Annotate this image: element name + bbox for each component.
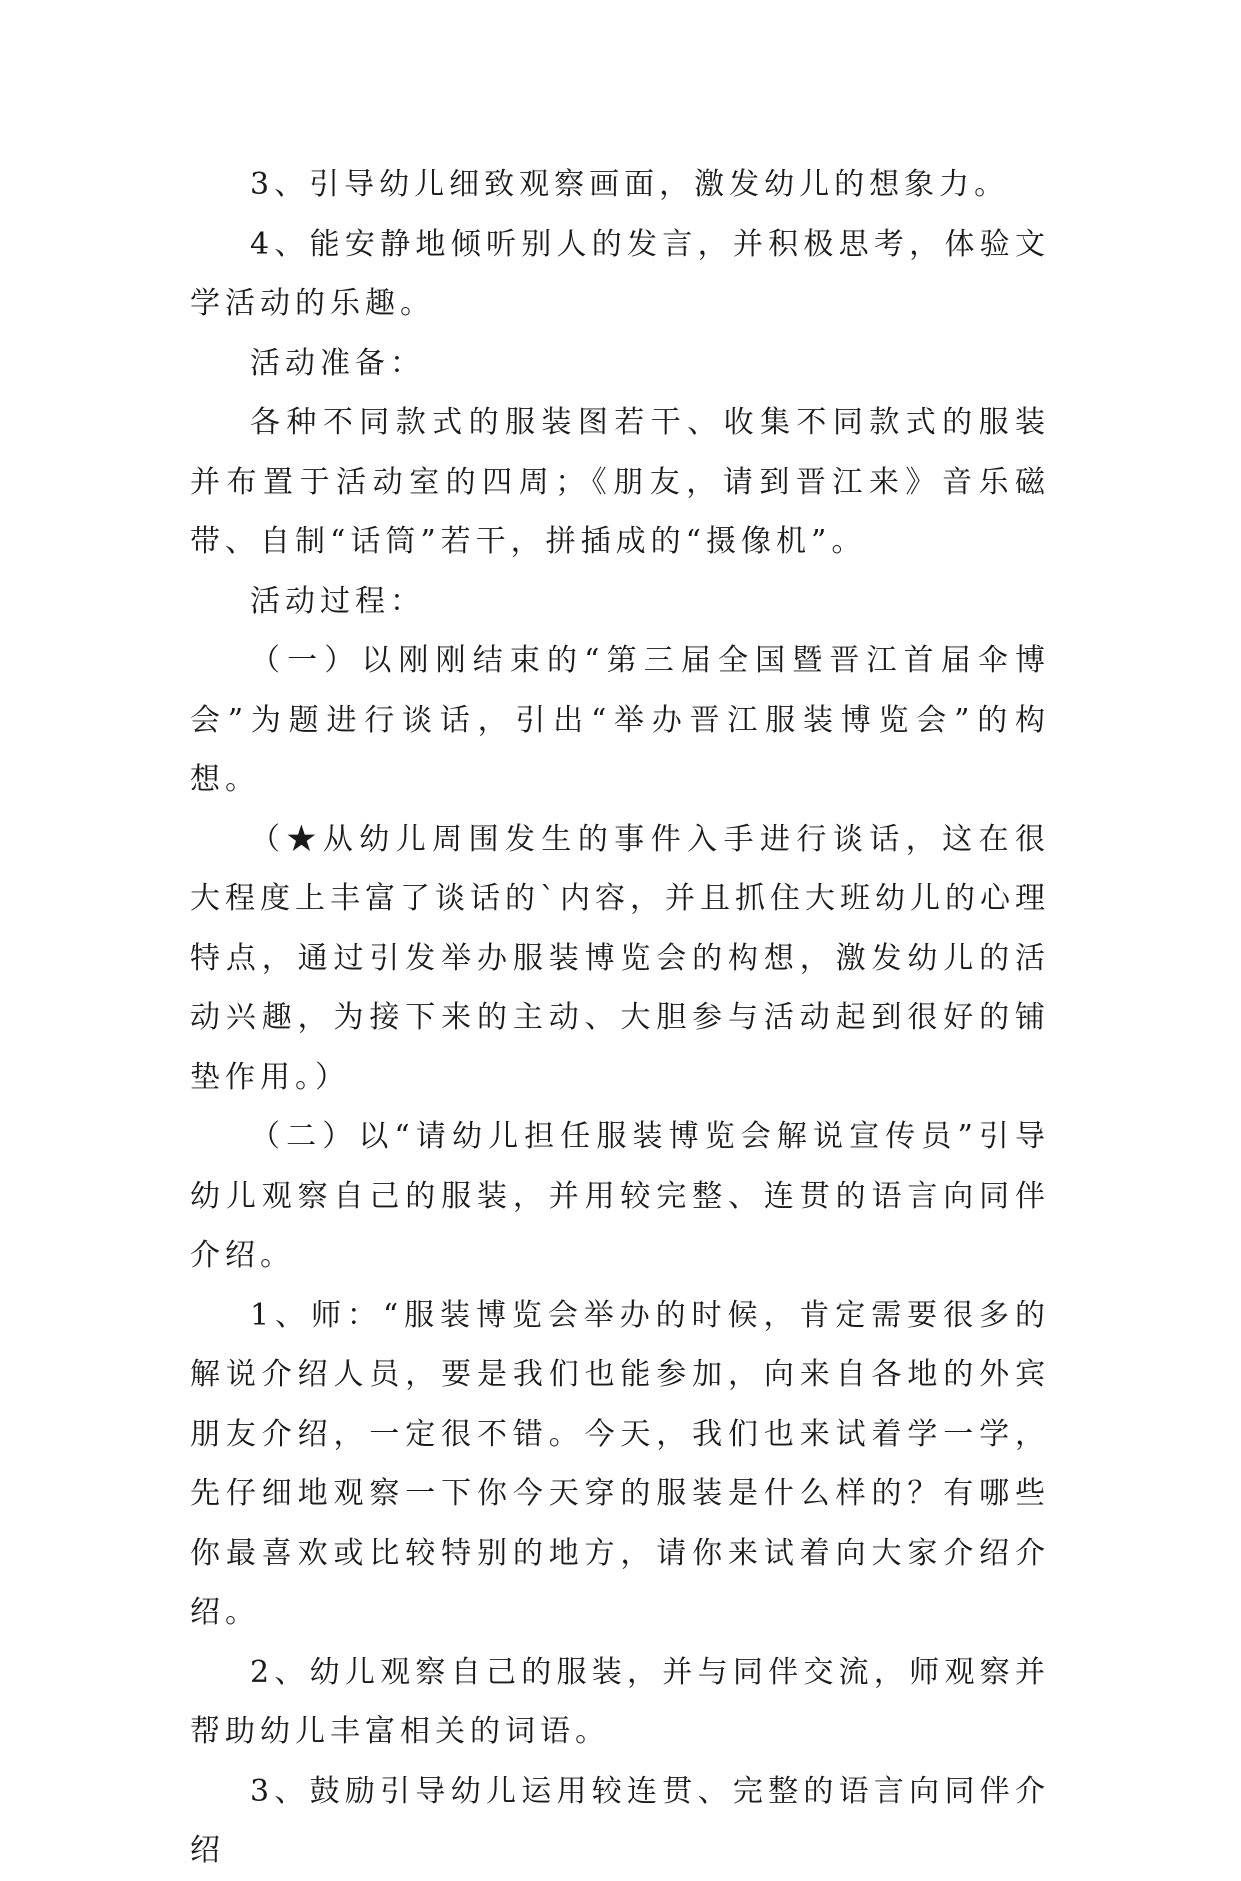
paragraph-preparation: 各种不同款式的服装图若干、收集不同款式的服装并布置于活动室的四周；《朋友，请到晋江来》音乐磁带、自制“话筒”若干，拼插成的“摄像机”。 <box>190 405 1050 559</box>
heading-activity-process: 活动过程： <box>250 583 425 619</box>
paragraph-goal-4: 4、能安静地倾听别人的发言，并积极思考，体验文学活动的乐趣。 <box>190 226 1050 321</box>
paragraph-step-1-note: （★从幼儿周围发生的事件入手进行谈话，这在很大程度上丰富了谈话的`内容，并且抓住大班幼儿的心理特点，通过引发举办服装博览会的构想，激发幼儿的活动兴趣，为接下来的主动、大胆参与活动起到很好的铺垫作用。） <box>190 821 1050 1095</box>
paragraph-step-2: （二）以“请幼儿担任服装博览会解说宣传员”引导幼儿观察自己的服装，并用较完整、连贯的语言向同伴介绍。 <box>190 1119 1050 1273</box>
document-body <box>190 155 1050 1881</box>
paragraph-step-2-item-3: 3、鼓励引导幼儿运用较连贯、完整的语言向同伴介绍 <box>190 1773 1050 1868</box>
paragraph-step-2-item-1: 1、师：“服装博览会举办的时候，肯定需要很多的解说介绍人员，要是我们也能参加，向来自各地的外宾朋友介绍，一定很不错。今天，我们也来试着学一学，先仔细地观察一下你今天穿的服装是什么样的？有哪些你最喜欢或比较特别的地方，请你来试着向大家介绍介绍。 <box>190 1297 1050 1630</box>
paragraph-step-2-item-2: 2、幼儿观察自己的服装，并与同伴交流，师观察并帮助幼儿丰富相关的词语。 <box>190 1654 1050 1749</box>
paragraph-step-1: （一）以刚刚结束的“第三届全国暨晋江首届伞博会”为题进行谈话，引出“举办晋江服装博览会”的构想。 <box>190 643 1050 797</box>
paragraph-goal-3: 3、引导幼儿细致观察画面，激发幼儿的想象力。 <box>250 167 1010 202</box>
heading-activity-preparation: 活动准备： <box>250 345 425 381</box>
